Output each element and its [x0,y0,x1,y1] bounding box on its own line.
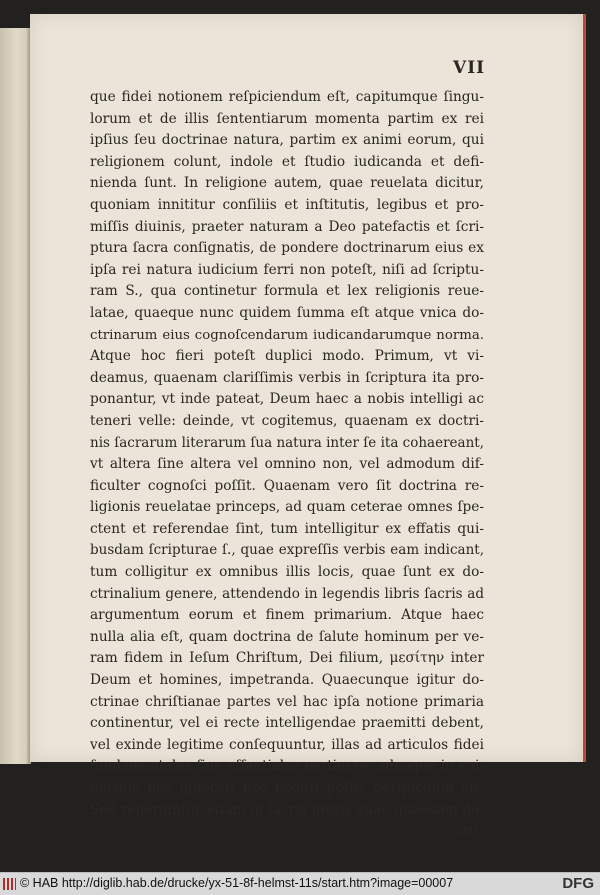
text-line: uerſum nec ignorari nec negari poſſe, perſpicuum eſt. [90,780,484,796]
text-line: nis ſacrarum literarum ſua natura inter ſe ita cohaereant, [90,434,484,451]
text-line: que fidei notionem reſpiciendum eſt, capitumque ſingu- [90,89,484,105]
text-line: ctrinae chriſtianae partes vel hac ipſa notione primaria [90,693,484,710]
text-line: continentur, vel ei recte intelligendae praemitti debent, [90,715,484,732]
hab-logo-icon [3,878,16,890]
text-line: ficulter cognoſci poſſit. Quaenam vero ſit doctrina re- [90,477,484,494]
text-line: vt altera ſine altera vel omnino non, vel admodum dif- [90,456,484,473]
text-line: ctrinarum eius cognoſcendarum iudicandarumque norma. [90,327,484,343]
text-line: ctrinalium genere, attendendo in legendis libris ſacris ad [90,585,484,602]
text-line: latae, quaeque nunc quidem ſumma eſt atque vnica do- [90,304,484,321]
text-line: ipſa rei natura iudicium ferri non poteſt, niſi ad ſcriptu- [90,261,484,278]
text-line: deamus, quaenam clariſſimis verbis in ſcriptura ita pro- [90,369,484,386]
text-line: Deum et homines, impetranda. Quaecunque igitur do- [90,672,484,689]
text-line: argumentum eorum et finem primarium. Atque haec [90,607,484,624]
text-line: ram fidem in Ieſum Chriſtum, Dei filium, μεσίτην inter [90,650,484,667]
text-line: ptura ſacra conſignatis, de pondere doctrinarum eius ex [90,240,484,257]
text-line: busdam ſcripturae ſ., quae expreſſis verbis eam indicant, [90,542,484,559]
text-line: ponantur, vt inde pateat, Deum haec a nobis intelligi ac [90,391,484,408]
text-line: religionem colunt, indole et ſtudio iudicanda et defi- [90,153,484,170]
text-line: nienda ſunt. In religione autem, quae reuelata dicitur, [90,175,484,192]
text-line: Atque hoc fieri poteſt duplici modo. Primum, vt vi- [90,348,484,365]
dfg-logo: DFG [562,875,594,892]
text-line: ram S., qua continetur formula et lex religionis reue- [90,283,484,300]
text-line: ctent et referendae ſint, tum intelligitur ex effatis qui- [90,520,484,537]
text-line: fundamentales ſiue eſſentiales pertinere, adeoque in vni- [90,758,484,775]
text-line: Sed reperiuntur etiam in ſacris literis aliae quaedam do- [90,801,484,818]
text-line: ipſius ſeu doctrinae natura, partim ex animi eorum, qui [90,132,484,149]
book-page [30,14,586,840]
text-line: tum colligitur ex omnibus illis locis, quae ſunt ex do- [90,564,484,581]
text-line: teneri velle: deinde, vt cogitemus, quaenam ex doctri- [90,412,484,429]
footer-bar [0,872,600,895]
catchword: ctri- [455,823,484,840]
text-line: miſſis diuinis, praeter naturam a Deo patefactis et ſcri- [90,218,484,235]
page-number: VII [453,58,486,78]
text-line: nulla alia eſt, quam doctrina de ſalute hominum per ve- [90,628,484,645]
source-url[interactable]: © HAB http://diglib.hab.de/drucke/yx-51-8f-helmst-11s/start.htm?image=00007 [20,876,454,890]
facing-page-edge [0,28,31,764]
text-line: ligionis reuelatae princeps, ad quam ceterae omnes ſpe- [90,499,484,516]
text-line: lorum et de illis ſententiarum momenta partim ex rei [90,110,484,127]
text-line: vel exinde legitime conſequuntur, illas ad articulos fidei [90,736,484,753]
text-line: quoniam innititur conſiliis et inſtitutis, legibus et pro- [90,196,484,213]
body-text [90,87,484,843]
